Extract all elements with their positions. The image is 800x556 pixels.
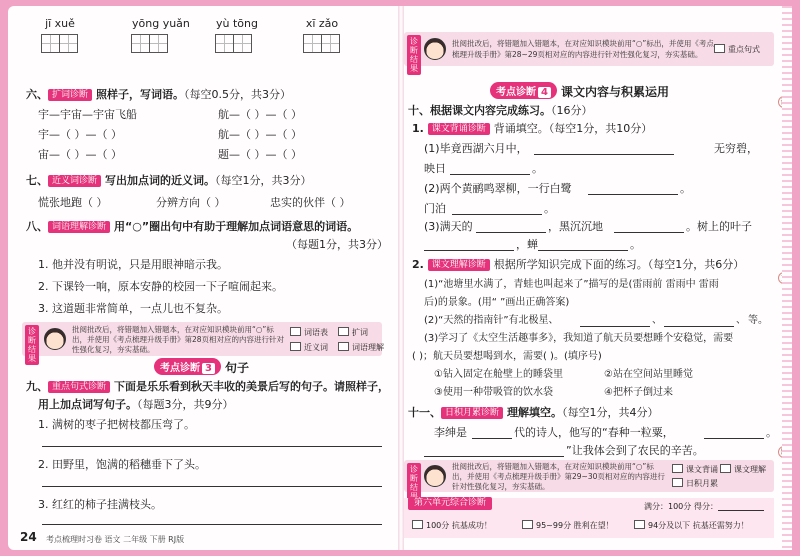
pinyin-text: jī xuě <box>45 17 75 30</box>
q6-row2-b[interactable]: 航—（ ）—（ ） <box>218 128 302 141</box>
q6-heading: 六、 扩词诊断 照样子，写词语。（每空0.5分，共3分） <box>26 88 292 101</box>
result-below-94[interactable]: 94分及以下 抗基还需努力！ <box>634 520 749 531</box>
result-95-99[interactable]: 95~99分 胜利在望！ <box>522 520 614 531</box>
pinyin-text: yōng yuǎn <box>132 17 190 30</box>
q8-score: （每题1分，共3分） <box>286 238 388 251</box>
section-pill: 考点诊断 3 <box>154 358 221 375</box>
diagnosis-text-1: 批阅批改后，将错题加入错题本，在对应知识模块前用“○”标 <box>72 325 274 334</box>
diagnosis-stamp: 诊断结果 <box>407 35 421 75</box>
workbook-spread <box>8 6 792 550</box>
option-2: ②站在空间站里睡觉 <box>604 369 693 380</box>
q10-2-line-3c: 、 <box>736 315 746 326</box>
poem-line-1a: (1)毕竟西湖六月中， <box>424 142 528 155</box>
check-synonym[interactable]: 近义词 <box>290 342 328 353</box>
q7-tag: 近义词诊断 <box>48 175 101 187</box>
diagnosis-box-top <box>404 32 774 73</box>
diagnosis-text-2: 出，并使用《考点梳理升级手册》第29~30页相对应的内容进行 <box>452 472 665 481</box>
right-page <box>404 6 792 550</box>
answer-line[interactable] <box>704 438 764 439</box>
writing-grid[interactable] <box>304 34 340 53</box>
page-number: 24 <box>20 530 37 544</box>
q8-item-1[interactable]: 1. 他并没有明说，只是用眼神暗示我。 <box>38 258 228 271</box>
q8-item-2[interactable]: 2. 下课铃一响，原本安静的校园一下子喧闹起来。 <box>38 280 283 293</box>
q10-2-line-4: (3)学习了《太空生活趣事多》，我知道了航天员要想睡个安稳觉，需要 <box>424 333 734 344</box>
q6-row1[interactable]: 航—（ ）—（ ） <box>218 108 302 121</box>
left-page <box>8 6 400 550</box>
unit-summary <box>404 498 774 538</box>
section-3-banner: 考点诊断 3 句子 <box>154 358 249 376</box>
diagnosis-text-1: 批阅批改后，将错题加入错题本，在对应知识模块前用“○”标出，并使用《考点 <box>452 39 714 48</box>
q9-item-2: 2. 田野里，饱满的稻穗垂下了头。 <box>38 458 206 471</box>
poem-line-2d: 。 <box>544 202 555 215</box>
q11-line-2: ”让我体会到了农民的辛苦。 <box>566 444 704 457</box>
check-expand[interactable]: 扩词 <box>338 327 368 338</box>
diagnosis-stamp: 诊断结果 <box>25 325 39 365</box>
diagnosis-box-bottom <box>404 460 774 492</box>
result-100[interactable]: 100分 抗基成功！ <box>412 520 492 531</box>
page-footer: 考点梳理时习卷 语文 二年级 下册 RJ版 <box>46 535 185 544</box>
pinyin-text: xī zǎo <box>305 17 339 30</box>
answer-line[interactable] <box>534 154 674 155</box>
answer-line[interactable] <box>538 250 628 251</box>
answer-line[interactable] <box>42 524 382 525</box>
pinyin-item-2 <box>132 18 190 53</box>
answer-line[interactable] <box>664 326 734 327</box>
q10-heading: 十、根据课文内容完成练习。（16分） <box>408 104 593 117</box>
poem-line-2a: (2)两个黄鹂鸣翠柳，一行白鹭 <box>424 182 572 195</box>
q10-part1-heading: 1. 课文背诵诊断 背诵填空。（每空1分，共10分） <box>412 122 653 135</box>
q10-2-line-3b: 、 <box>652 315 662 326</box>
text-line-3d: ，蝉 <box>516 238 538 251</box>
q11-tag: 日积月累诊断 <box>441 407 503 419</box>
summary-header: 第六单元综合诊断 <box>408 497 492 510</box>
full-score: 满分：100分 <box>644 502 692 511</box>
pinyin-text: yù tōng <box>216 17 258 30</box>
q7-heading: 七、 近义词诊断 写出加点词的近义词。（每空1分，共3分） <box>26 174 312 187</box>
score-line[interactable] <box>718 510 764 511</box>
diagnosis-box-1 <box>22 322 384 363</box>
check-understanding[interactable]: 词语理解 <box>338 342 384 353</box>
writing-grid[interactable] <box>42 34 78 53</box>
poem-line-2c: 门泊 <box>424 202 446 215</box>
q7-item-1[interactable]: 慌张地跑（ ） <box>38 196 108 209</box>
text-line-3e: 。 <box>630 238 641 251</box>
option-3: ③使用一种带吸管的饮水袋 <box>434 387 553 398</box>
q10-2-line-2: 后)的景象。(用“ ”画出正确答案) <box>424 297 570 308</box>
option-4: ④把杯子倒过来 <box>604 387 673 398</box>
answer-line[interactable] <box>588 194 678 195</box>
option-1: ①钻入固定在舱壁上的睡袋里 <box>434 369 563 380</box>
answer-line[interactable] <box>42 446 382 447</box>
text-line-3c: 。树上的叶子 <box>686 220 752 233</box>
q11-line-1b: 代的诗人，他写的“春种一粒粟， <box>514 426 674 439</box>
q10-part2-heading: 2. 课文理解诊断 根据所学知识完成下面的练习。（每空1分，共6分） <box>412 258 745 271</box>
answer-line[interactable] <box>450 174 530 175</box>
q10-2-line-3a: (2)“天然的指南针”有北极星、 <box>424 315 559 326</box>
q8-heading: 八、 词语理解诊断 用“○”圈出句中有助于理解加点词语意思的词语。 <box>26 220 359 233</box>
diagnosis-text-1: 批阅批改后，将错题加入错题本，在对应知识模块前用“○”标 <box>452 462 654 471</box>
poem-line-1c: 映日 <box>424 162 446 175</box>
q6-example: 宇—宇宙—宇宙飞船 <box>38 108 137 121</box>
answer-line[interactable] <box>580 326 650 327</box>
page-binding <box>782 6 792 550</box>
section-4-banner: 考点诊断 4 课文内容与积累运用 <box>490 82 669 100</box>
check-accumulation[interactable]: 日积月累 <box>672 478 718 489</box>
answer-line[interactable] <box>424 456 564 457</box>
q6-row3-a[interactable]: 宙—（ ）—（ ） <box>38 148 122 161</box>
check-vocab[interactable]: 词语表 <box>290 327 328 338</box>
poem-line-2b: 。 <box>680 182 691 195</box>
q6-row2-a[interactable]: 宇—（ ）—（ ） <box>38 128 122 141</box>
q10-2-line-1: (1)“池塘里水满了，青蛙也叫起来了”描写的是(雷雨前 雷雨中 雷雨 <box>424 279 719 290</box>
poem-line-1b: 无穷碧， <box>714 142 758 155</box>
q10-2-line-5[interactable]: ( )；航天员要想喝到水，需要( )。(填序号) <box>412 351 602 362</box>
answer-line[interactable] <box>452 214 542 215</box>
score-label: 得分： <box>694 502 718 511</box>
answer-line[interactable] <box>472 438 512 439</box>
q9-tag: 重点句式诊断 <box>48 381 110 393</box>
writing-grid[interactable] <box>132 34 190 53</box>
pinyin-item-4 <box>304 18 340 53</box>
text-line-3a: (3)满天的 <box>424 220 473 233</box>
q11-line-1c: 。 <box>766 426 777 439</box>
diagnosis-text-2: 梳理升级手册》第28~29页相对应的内容进行针对性强化复习，夯实基础。 <box>452 50 703 59</box>
q8-item-3[interactable]: 3. 这道题非常简单，一点儿也不复杂。 <box>38 302 228 315</box>
q11-line-1a: 李绅是 <box>434 426 467 439</box>
diagnosis-text-2: 出，并使用《考点梳理升级手册》第28页相对应的内容进行针对 <box>72 335 285 344</box>
q10-2-line-3d: 等。 <box>748 315 768 326</box>
answer-line[interactable] <box>42 486 382 487</box>
q6-tag: 扩词诊断 <box>48 89 92 101</box>
answer-line[interactable] <box>614 232 684 233</box>
check-comprehension[interactable]: 课文理解 <box>720 464 766 475</box>
q7-item-3[interactable]: 忠实的伙伴（ ） <box>270 196 351 209</box>
diagnosis-text-3: 针对性强化复习，夯实基础。 <box>452 482 550 491</box>
q7-item-2[interactable]: 分辨方向（ ） <box>156 196 226 209</box>
answer-line[interactable] <box>476 232 546 233</box>
answer-line[interactable] <box>424 250 514 251</box>
poem-line-1d: 。 <box>532 162 543 175</box>
q10-tag-2: 课文理解诊断 <box>428 259 490 271</box>
diagnosis-text-3: 性强化复习，夯实基础。 <box>72 345 155 354</box>
pinyin-item-3 <box>216 18 258 53</box>
q9-heading-2: 用上加点词写句子。（每题3分，共9分） <box>38 398 234 411</box>
student-avatar-icon <box>424 465 446 487</box>
q11-heading: 十一、 日积月累诊断 理解填空。（每空1分，共4分） <box>408 406 659 419</box>
student-avatar-icon <box>424 38 446 60</box>
q8-tag: 词语理解诊断 <box>48 221 110 233</box>
check-recite[interactable]: 课文背诵 <box>672 464 718 475</box>
q6-row3-b[interactable]: 题—（ ）—（ ） <box>218 148 302 161</box>
q10-tag: 课文背诵诊断 <box>428 123 490 135</box>
diagnosis-stamp: 诊断结 <box>407 463 421 503</box>
pinyin-item-1 <box>42 18 78 53</box>
q9-item-1: 1. 满树的枣子把树枝都压弯了。 <box>38 418 195 431</box>
q9-item-3: 3. 红红的柿子挂满枝头。 <box>38 498 162 511</box>
student-avatar-icon <box>44 328 66 350</box>
writing-grid[interactable] <box>216 34 258 53</box>
q9-heading: 九、 重点句式诊断 下面是乐乐看到秋天丰收的美景后写的句子。请照样子， <box>26 380 390 393</box>
section-pill: 考点诊断 4 <box>490 82 557 99</box>
text-line-3b: ，黑沉沉地 <box>548 220 603 233</box>
check-key-sentence[interactable]: 重点句式 <box>714 44 760 55</box>
